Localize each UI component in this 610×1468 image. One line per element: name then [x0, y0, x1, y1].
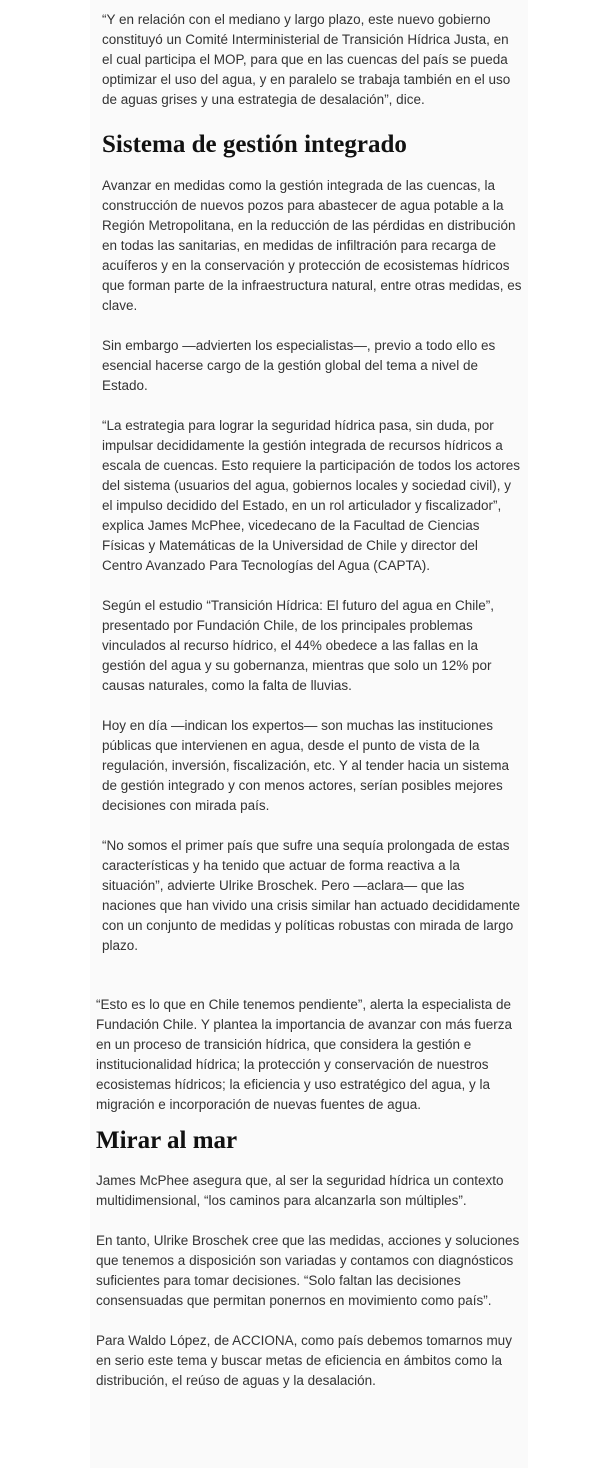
heading-look-to-sea: Mirar al mar	[96, 1127, 238, 1154]
paragraph-pending: “Esto es lo que en Chile tenemos pendiente”, alerta la especialista de Fundación Chile. Y plantea la importancia de avanzar con más fuerza en un proceso de transición hídrica, que considera la gestión e institucionalidad hídrica; la protección y conservación de nuestros ecosistemas hídricos; la eficiencia y uso estratégico del agua, y la migración e incorporación de nuevas fuentes de agua.	[96, 997, 512, 1112]
paragraph-mcphee-quote: “La estrategia para lograr la seguridad hídrica pasa, sin duda, por impulsar decididamente la gestión integrada de recursos hídricos a escala de cuencas. Esto requiere la participación de todos los actores del sistema (usuarios del agua, gobiernos locales y sociedad civil), y el impulso decidido del Estado, en un rol articulador y fiscalizador”, explica James McPhee, vicedecano de la Facultad de Ciencias Físicas y Matemáticas de la Universidad de Chile y director del Centro Avanzado Para Tecnologías del Agua (CAPTA).	[102, 418, 520, 573]
paragraph-mop-committee: “Y en relación con el mediano y largo plazo, este nuevo gobierno constituyó un Comité Interministerial de Transición Hídrica Justa, en el cual participa el MOP, para que en las cuencas del país se pueda optimizar el uso del agua, y en paralelo se trabaja también en el uso de aguas grises y una estrategia de desalación”, dice.	[102, 12, 511, 107]
paragraph-specialists: Sin embargo —advierten los especialistas—, previo a todo ello es esencial hacerse cargo de la gestión global del tema a nivel de Estado.	[102, 338, 496, 393]
paragraph-measures: Avanzar en medidas como la gestión integrada de las cuencas, la construcción de nuevos pozos para abastecer de agua potable a la Región Metropolitana, en la reducción de las pérdidas en distribución en todas las sanitarias, en medidas de infiltración para recarga de acuíferos y en la conservación y protección de ecosistemas hídricos que forman parte de la infraestructura natural, entre otras medidas, es clave.	[102, 178, 522, 313]
paragraph-institutions: Hoy en día —indican los expertos— son muchas las instituciones públicas que intervienen en agua, desde el punto de vista de la regulación, inversión, fiscalización, etc. Y al tender hacia un sistema de gestión integrado y con menos actores, serían posibles mejores decisiones con mirada país.	[102, 718, 509, 813]
paragraph-multidimensional: James McPhee asegura que, al ser la seguridad hídrica un contexto multidimensional, “los caminos para alcanzarla son múltiples”.	[96, 1173, 504, 1208]
paragraph-decisions: En tanto, Ulrike Broschek cree que las medidas, acciones y soluciones que tenemos a disposición son variadas y contamos con diagnósticos suficientes para tomar decisiones. “Solo faltan las decisiones consensuadas que permitan ponernos en movimiento como país”.	[96, 1233, 520, 1308]
heading-integrated-management: Sistema de gestión integrado	[102, 131, 407, 158]
article-body-lower	[96, 995, 520, 1411]
paragraph-acciona: Para Waldo López, de ACCIONA, como país debemos tomarnos muy en serio este tema y buscar metas de eficiencia en ámbitos como la distribución, el reúso de aguas y la desalación.	[96, 1333, 512, 1388]
paragraph-study: Según el estudio “Transición Hídrica: El futuro del agua en Chile”, presentado por Fundación Chile, de los principales problemas vinculados al recurso hídrico, el 44% obedece a las fallas en la gestión del agua y su gobernanza, mientras que solo un 12% por causas naturales, como la falta de lluvias.	[102, 598, 494, 693]
article-body-upper	[102, 10, 522, 976]
paragraph-broschek-quote: “No somos el primer país que sufre una sequía prolongada de estas características y ha tenido que actuar de forma reactiva a la situación”, advierte Ulrike Broschek. Pero —aclara— que las naciones que han vivido una crisis similar han actuado decididamente con un conjunto de medidas y políticas robustas con mirada de largo plazo.	[102, 838, 520, 953]
